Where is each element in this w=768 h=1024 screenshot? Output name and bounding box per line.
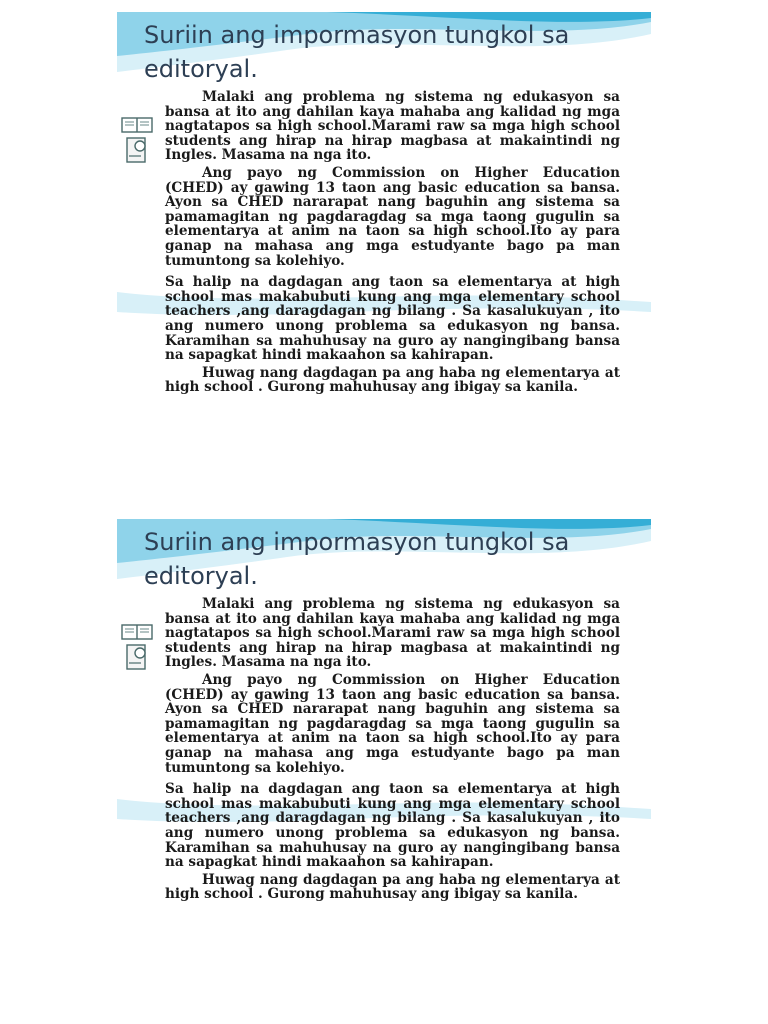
paragraph-1: Malaki ang problema ng sistema ng edukasyon sa bansa at ito ang dahilan kaya mahaba ang kalidad ng mga nagtatapos sa high school.Marami raw sa mga high school students ang hirap na hirap magbasa at makaintindi ng Ingles. Masama na nga ito.	[165, 596, 620, 671]
paragraph-2: Ang payo ng Commission on Higher Education (CHED) ay gawing 13 taon ang basic education sa bansa. Ayon sa CHED nararapat nang baguhin ang sistema sa pamamagitan ng pagdaragdag sa mga taong gugulin sa elementarya at anim na taon sa high school.Ito ay para ganap na mahasa ang mga estudyante bago pa man tumuntong sa kolehiyo.	[165, 671, 620, 776]
paragraph-2: Ang payo ng Commission on Higher Education (CHED) ay gawing 13 taon ang basic education sa bansa. Ayon sa CHED nararapat nang baguhin ang sistema sa pamamagitan ng pagdaragdag sa mga taong gugulin sa elementarya at anim na taon sa high school.Ito ay para ganap na mahasa ang mga estudyante bago pa man tumuntong sa kolehiyo.	[165, 164, 620, 269]
icon-group	[119, 619, 155, 675]
icon-group	[119, 112, 155, 168]
slide-title: Suriin ang impormasyon tungkol sa editoryal.	[144, 528, 570, 590]
paragraph-3: Sa halip na dagdagan ang taon sa elementarya at high school mas makabubuti kung ang mga elementary school teachers ,ang daragdagan ng bilang . Sa kasalukuyan , ito ang numero unong problema sa edukasyon ng bansa. Karamihan sa mahuhusay na guro ay nangingibang bansa na sapagkat hindi makaahon sa kahirapan.	[165, 781, 620, 871]
slide-1	[117, 12, 651, 472]
book-icon	[119, 112, 155, 168]
paragraph-1: Malaki ang problema ng sistema ng edukasyon sa bansa at ito ang dahilan kaya mahaba ang kalidad ng mga nagtatapos sa high school.Marami raw sa mga high school students ang hirap na hirap magbasa at makaintindi ng Ingles. Masama na nga ito.	[165, 89, 620, 164]
slide-title: Suriin ang impormasyon tungkol sa editoryal.	[144, 21, 570, 83]
book-icon	[119, 619, 155, 675]
editorial-text	[165, 597, 620, 905]
paragraph-3: Sa halip na dagdagan ang taon sa elementarya at high school mas makabubuti kung ang mga elementary school teachers ,ang daragdagan ng bilang . Sa kasalukuyan , ito ang numero unong problema sa edukasyon ng bansa. Karamihan sa mahuhusay na guro ay nangingibang bansa na sapagkat hindi makaahon sa kahirapan.	[165, 274, 620, 364]
paragraph-4: Huwag nang dagdagan pa ang haba ng elementarya at high school . Gurong mahuhusay ang ibigay sa kanila.	[165, 364, 620, 396]
slide-2	[117, 519, 651, 979]
paragraph-4: Huwag nang dagdagan pa ang haba ng elementarya at high school . Gurong mahuhusay ang ibigay sa kanila.	[165, 871, 620, 903]
editorial-text	[165, 90, 620, 398]
